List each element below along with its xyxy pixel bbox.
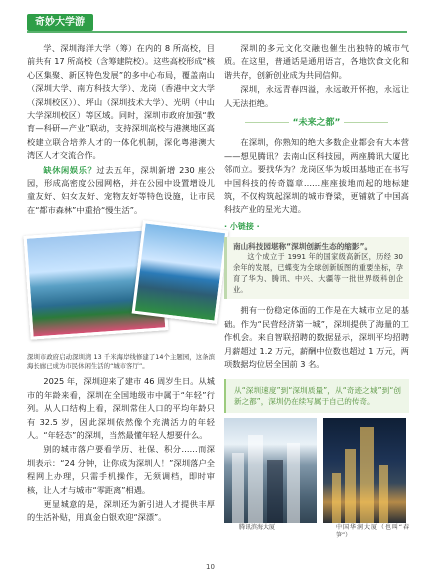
right-paragraph-3: 在深圳，你熟知的绝大多数企业都会有大本营——想见腾讯？去南山区科技园，两座腾讯大厦比邻而立。要找华为？龙岗区华为坂田基地正在书写中国科技的传奇篇章……座座拔地而起的地标建筑，不仅构筑起深圳的城市脊梁，更铺就了中国高科技产业的星光大道。: [224, 137, 409, 215]
tower-shape: [287, 443, 300, 523]
left-paragraph-4: 别的城市落户要看学历、社保、积分……而深圳表示：“24 分钟，让你成为深圳人！”深圳落户全程网上办理，只需手机操作，无须调档，即时审核，让人才与城市“零距离”相遇。: [27, 444, 215, 495]
tower-shape: [248, 435, 263, 523]
small-link-label: · 小链接 ·: [224, 221, 260, 231]
quote-text: 这个成立于 1991 年的国家级高新区，历经 30 余年的发展，已蝶变为全球创新版图的重要坐标，孕育了华为、腾讯、中兴、大疆等一批世界级科创企业。: [233, 252, 403, 294]
right-paragraph-4: 拥有一份稳定体面的工作是在大城市立足的基础。作为“民营经济第一城”，深圳提供了海量的工作机会。来自智联招聘的数据显示，深圳平均招聘月薪超过 1.2 万元，薪酬中位数也超过 1 万元，两项数据均位居全国前 3 名。: [224, 305, 409, 370]
china-resources-building-photo: [323, 418, 406, 523]
tower-shape: [267, 460, 283, 523]
green-note: 从“深圳速度”到“深圳质量”，从“奇迹之城”到“创新之都”，深圳仍在续写属于自己的传奇。: [224, 379, 409, 413]
future-city-title: “未来之都”: [234, 117, 400, 130]
section-tag: 奇妙大学游: [27, 14, 93, 31]
right-column: [224, 42, 409, 539]
quote-box: [224, 237, 409, 299]
left-paragraph-2: [27, 164, 215, 218]
china-resources-caption: 中国华润大厦（也叫“春笋”）: [336, 523, 409, 539]
photo-caption: 深圳市政府启动深圳湾 13 千米海岸线修建了14个主题园，这条滨海长廊已成为市民休闲生活的“城市客厅”。: [27, 353, 215, 371]
header-divider: [27, 31, 407, 33]
left-paragraph-5: 更显城意的是，深圳还为新引进人才提供丰厚的生活补贴，用真金白银欢迎“深漂”。: [27, 498, 215, 523]
lighthouse-photo: [132, 220, 229, 324]
quote-title: 南山科技园堪称“深圳创新生态的缩影”。: [233, 242, 373, 252]
city-photos: [224, 418, 409, 539]
park-photo-group: [27, 223, 215, 349]
light-shape: [345, 449, 356, 523]
right-paragraph-2: 深圳，永远青春四溢，永远敢开怀抱，永远让人无法拒绝。: [224, 84, 409, 108]
tencent-caption: 腾讯滨海大厦: [239, 523, 276, 531]
left-column: [27, 42, 215, 526]
light-shape: [332, 473, 341, 523]
section-title: [224, 117, 409, 130]
left-paragraph-2-text: 过去五年，深圳新增 230 座公园，形成高密度公园网格，并在公园中设置增设儿童友好、妇女友好、宠物友好等特色设施，让市民在“都市森林”中重拾“慢生活”。: [27, 164, 215, 215]
light-shape: [379, 465, 388, 523]
light-shape: [360, 427, 374, 523]
left-paragraph-1: 学、深圳海洋大学（筹）在内的 8 所高校，目前共有 17 所高校（含筹建院校）。这些高校形成“核心区集聚、新区特色发展”的多中心布局，覆盖南山（深圳大学、南方科技大学）、龙岗（香港中文大学（深圳校区））、坪山（深圳技术大学）、光明（中山大学深圳校区）等区域。同时，深圳市政府加强“教育—科研—产业”联动，支持深圳高校与港澳地区高校建立联合培养人才的一体化机制，深化粤港澳大湾区人才交流合作。: [27, 43, 215, 161]
left-paragraph-3: 2025 年，深圳迎来了建市 46 周岁生日。从城市的年龄来看，深圳在全国地级市中属于“年轻”行列。从人口结构上看，深圳常住人口的平均年龄只有 32.5 岁，因此深圳依然像个充满活力的年轻人。“年轻态”的深圳，当然最懂年轻人想要什么。: [27, 376, 215, 440]
right-paragraph-1: 深圳的多元文化交融也催生出独特的城市气质。在这里，普通话是通用语言，各地饮食文化和谐共存，创新创业成为共同信仰。: [224, 43, 409, 80]
tencent-building-photo: [224, 418, 317, 523]
page-number: 10: [206, 563, 215, 571]
tower-shape: [232, 453, 244, 523]
leadin-text: 缺休闲娱乐？: [43, 164, 97, 175]
